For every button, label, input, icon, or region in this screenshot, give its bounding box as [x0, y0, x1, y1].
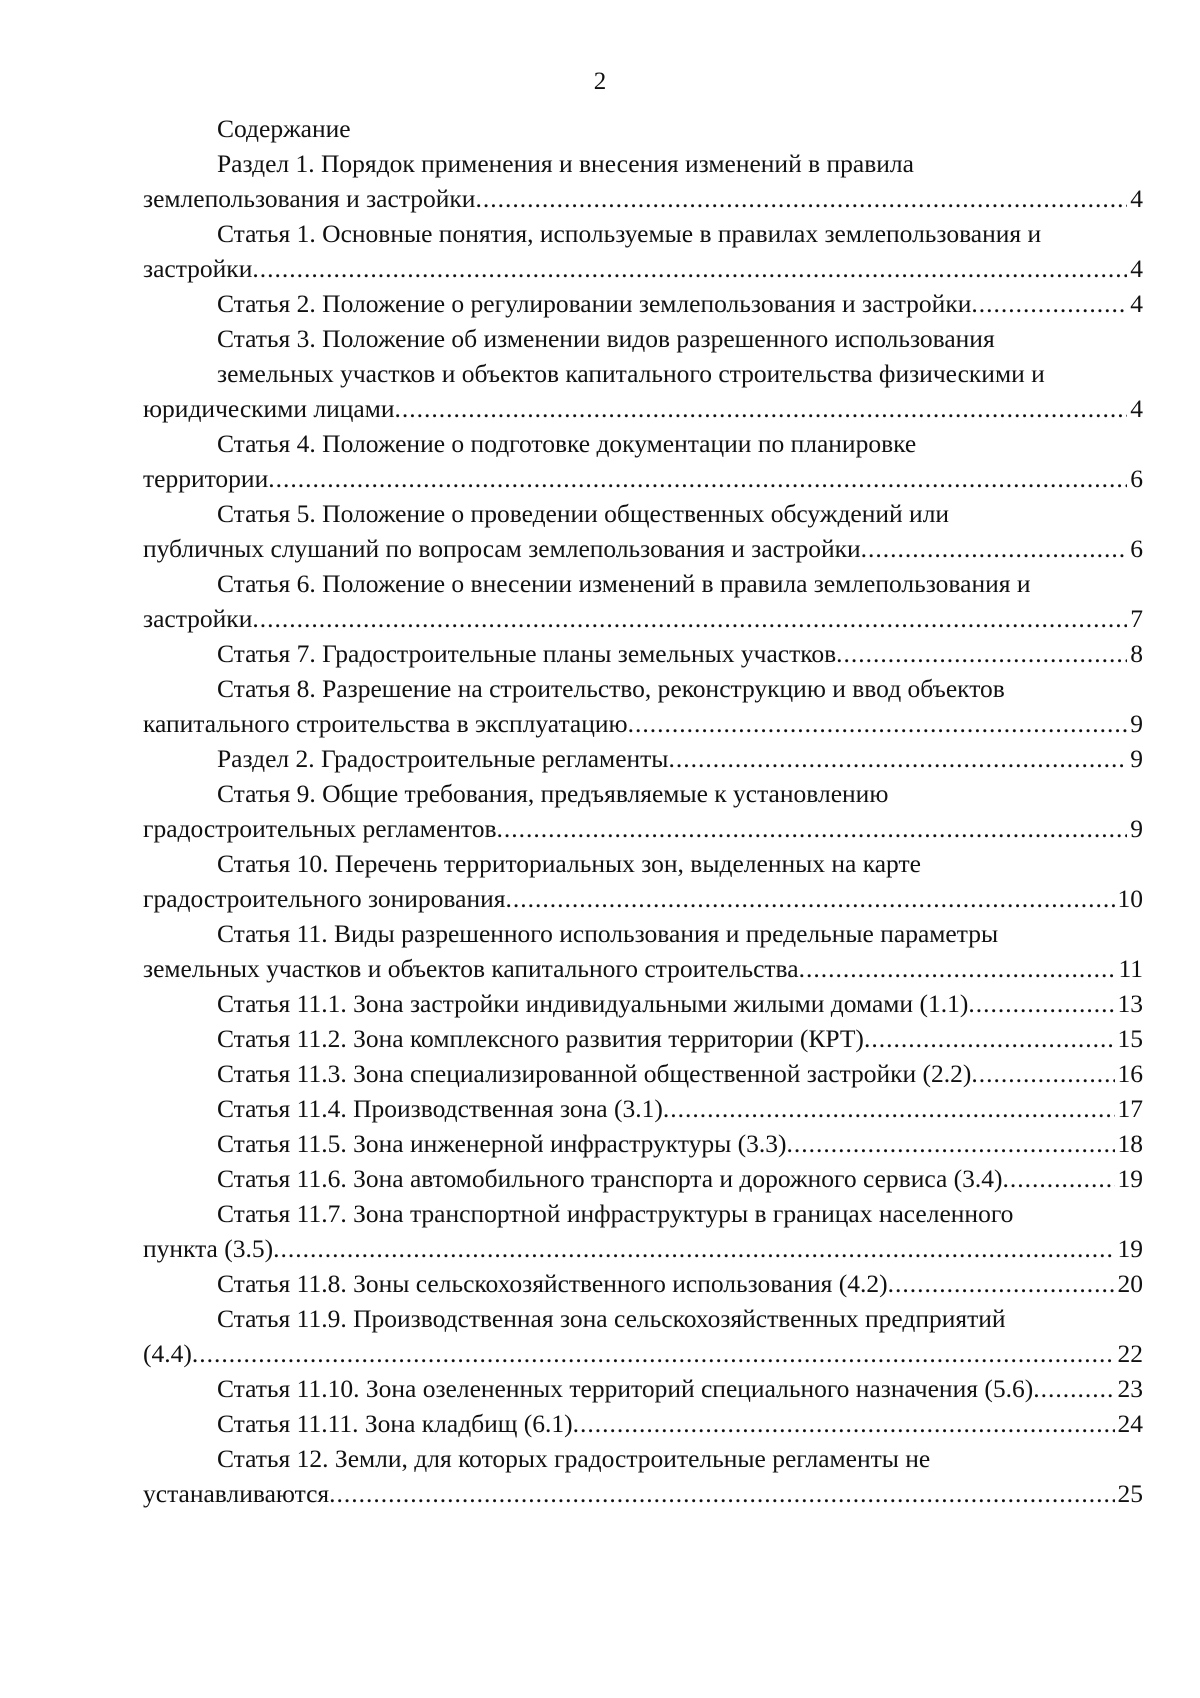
dot-leader: [252, 251, 1127, 286]
toc-entry-page-number: 17: [1117, 1094, 1143, 1123]
dot-leader: [888, 1266, 1115, 1301]
toc-entry-last-line: [143, 741, 1143, 776]
dot-leader: [663, 1091, 1115, 1126]
toc-entry-page-number: 23: [1117, 1374, 1143, 1403]
toc-entry-page-number: 11: [1118, 954, 1143, 983]
dot-leader: [505, 881, 1114, 916]
toc-entry-line: Статья 7. Градостроительные планы земельных участков: [217, 639, 837, 668]
toc-entry-line: Статья 9. Общие требования, предъявляемые к установлению: [217, 779, 889, 808]
toc-entry-last-line: [143, 251, 1143, 286]
toc-entry: [143, 216, 1143, 286]
toc-entry-page-number: 18: [1117, 1129, 1143, 1158]
toc-entry-last-line: [143, 1126, 1143, 1161]
toc-entry-line: Статья 11.6. Зона автомобильного транспорта и дорожного сервиса (3.4): [217, 1164, 1003, 1193]
dot-leader: [836, 636, 1127, 671]
toc-entry: [143, 776, 1143, 846]
dot-leader: [668, 741, 1127, 776]
toc-entry: [143, 1371, 1143, 1406]
toc-entry: [143, 146, 1143, 216]
toc-entry: [143, 1196, 1143, 1266]
toc-entry-line: публичных слушаний по вопросам землепользования и застройки: [143, 534, 861, 563]
toc-entry: [143, 1301, 1143, 1371]
toc-entry-last-line: [143, 461, 1143, 496]
toc-entry-page-number: 22: [1117, 1339, 1143, 1368]
toc-entry: [143, 286, 1143, 321]
toc-entry-line: Статья 1. Основные понятия, используемые в правилах землепользования и: [217, 219, 1042, 248]
toc-entry-page-number: 10: [1117, 884, 1143, 913]
toc-entry: [143, 496, 1143, 566]
toc-entry-line: землепользования и застройки: [143, 184, 476, 213]
toc-entry-page-number: 4: [1130, 184, 1143, 213]
toc-entry-page-number: 6: [1130, 534, 1143, 563]
toc-entry-line: застройки: [143, 254, 253, 283]
toc-entry-last-line: [143, 1371, 1143, 1406]
toc-entry-last-line: [143, 1406, 1143, 1441]
dot-leader: [1033, 1371, 1114, 1406]
toc-entry-line: земельных участков и объектов капитального строительства физическими и: [217, 359, 1045, 388]
toc-entry: [143, 1441, 1143, 1511]
toc-entry-line: Статья 11. Виды разрешенного использования и предельные параметры: [217, 919, 999, 948]
toc-entry-page-number: 25: [1117, 1479, 1143, 1508]
toc-entry-last-line: [143, 286, 1143, 321]
toc-entry-line: (4.4): [143, 1339, 192, 1368]
toc-entry-line: капитального строительства в эксплуатацию: [143, 709, 628, 738]
toc-entry-last-line: [143, 986, 1143, 1021]
toc-entry: [143, 741, 1143, 776]
toc-entry-page-number: 4: [1130, 254, 1143, 283]
toc-entry-last-line: [143, 531, 1143, 566]
toc-entry-page-number: 8: [1130, 639, 1143, 668]
page-number: 2: [593, 68, 607, 95]
toc-entry-page-number: 9: [1130, 814, 1143, 843]
toc-entry: [143, 1056, 1143, 1091]
toc-entry: [143, 916, 1143, 986]
toc-entry-line: юридическими лицами: [143, 394, 395, 423]
dot-leader: [968, 986, 1114, 1021]
dot-leader: [971, 286, 1127, 321]
toc-entry-line: Статья 11.2. Зона комплексного развития территории (КРТ): [217, 1024, 864, 1053]
toc-entry-page-number: 13: [1117, 989, 1143, 1018]
toc-entry-page-number: 4: [1130, 289, 1143, 318]
toc-entry-line: Статья 11.5. Зона инженерной инфраструктуры (3.3): [217, 1129, 787, 1158]
toc-entry-line: территории: [143, 464, 269, 493]
dot-leader: [971, 1056, 1114, 1091]
toc-entry-last-line: [143, 1266, 1143, 1301]
toc-entry-last-line: [143, 636, 1143, 671]
toc-entry-line: Статья 4. Положение о подготовке документации по планировке: [217, 429, 917, 458]
toc-entry: [143, 1126, 1143, 1161]
toc-entry: [143, 636, 1143, 671]
toc-entry-last-line: [143, 1056, 1143, 1091]
toc-entry-page-number: 19: [1117, 1234, 1143, 1263]
toc-entry-page-number: 16: [1117, 1059, 1143, 1088]
dot-leader: [192, 1336, 1115, 1371]
toc-entry-line: Статья 11.10. Зона озелененных территорий специального назначения (5.6): [217, 1374, 1034, 1403]
toc-entry-line: Статья 11.7. Зона транспортной инфраструктуры в границах населенного: [217, 1199, 1014, 1228]
toc-entry-line: земельных участков и объектов капитального строительства: [143, 954, 799, 983]
dot-leader: [628, 706, 1128, 741]
toc-entry-page-number: 15: [1117, 1024, 1143, 1053]
toc-entry-last-line: [143, 1336, 1143, 1371]
toc-entry-line: Статья 10. Перечень территориальных зон, выделенных на карте: [217, 849, 921, 878]
toc-entry-line: Статья 8. Разрешение на строительство, реконструкцию и ввод объектов: [217, 674, 1005, 703]
toc-entry-line: Статья 11.3. Зона специализированной общественной застройки (2.2): [217, 1059, 972, 1088]
toc-entry-line: пункта (3.5): [143, 1234, 274, 1263]
dot-leader: [273, 1231, 1114, 1266]
toc-entry-last-line: [143, 1161, 1143, 1196]
toc-entry: [143, 1266, 1143, 1301]
toc-entry: [143, 1406, 1143, 1441]
table-of-contents: [143, 111, 1143, 1511]
dot-leader: [252, 601, 1127, 636]
toc-entry-last-line: [143, 391, 1143, 426]
toc-entry-line: градостроительного зонирования: [143, 884, 506, 913]
dot-leader: [329, 1476, 1114, 1511]
toc-entry-last-line: [143, 181, 1143, 216]
toc-entry-line: Статья 12. Земли, для которых градостроительные регламенты не: [217, 1444, 931, 1473]
toc-entry-line: Раздел 2. Градостроительные регламенты: [217, 744, 669, 773]
toc-entry: [143, 321, 1143, 426]
toc-entry-line: Статья 11.4. Производственная зона (3.1): [217, 1094, 663, 1123]
toc-entry-page-number: 20: [1117, 1269, 1143, 1298]
dot-leader: [861, 531, 1128, 566]
toc-entry: [143, 846, 1143, 916]
dot-leader: [799, 951, 1116, 986]
toc-entries: [143, 146, 1143, 1511]
toc-entry-line: Статья 2. Положение о регулировании землепользования и застройки: [217, 289, 972, 318]
toc-entry-page-number: 9: [1130, 744, 1143, 773]
toc-entry-line: Статья 11.9. Производственная зона сельскохозяйственных предприятий: [217, 1304, 1006, 1333]
dot-leader: [573, 1406, 1115, 1441]
dot-leader: [864, 1021, 1115, 1056]
toc-entry-line: Статья 3. Положение об изменении видов разрешенного использования: [217, 324, 995, 353]
toc-entry: [143, 1021, 1143, 1056]
toc-entry: [143, 671, 1143, 741]
toc-entry-line: застройки: [143, 604, 253, 633]
toc-entry: [143, 566, 1143, 636]
toc-entry-page-number: 24: [1117, 1409, 1143, 1438]
toc-entry-last-line: [143, 1231, 1143, 1266]
toc-entry-last-line: [143, 881, 1143, 916]
toc-entry-last-line: [143, 951, 1143, 986]
toc-entry-page-number: 7: [1130, 604, 1143, 633]
toc-entry-line: Статья 5. Положение о проведении общественных обсуждений или: [217, 499, 950, 528]
toc-heading: Содержание: [217, 114, 351, 143]
toc-entry: [143, 986, 1143, 1021]
dot-leader: [394, 391, 1127, 426]
toc-entry-last-line: [143, 1091, 1143, 1126]
dot-leader: [787, 1126, 1115, 1161]
toc-entry-last-line: [143, 706, 1143, 741]
toc-entry-page-number: 19: [1117, 1164, 1143, 1193]
toc-entry-last-line: [143, 601, 1143, 636]
toc-entry-line: градостроительных регламентов: [143, 814, 497, 843]
toc-entry-page-number: 9: [1130, 709, 1143, 738]
dot-leader: [268, 461, 1127, 496]
toc-entry-page-number: 4: [1130, 394, 1143, 423]
toc-entry: [143, 1161, 1143, 1196]
toc-entry-line: Статья 11.11. Зона кладбищ (6.1): [217, 1409, 573, 1438]
dot-leader: [1003, 1161, 1115, 1196]
toc-entry-last-line: [143, 1476, 1143, 1511]
toc-entry-line: Раздел 1. Порядок применения и внесения изменений в правила: [217, 149, 914, 178]
dot-leader: [497, 811, 1128, 846]
toc-entry-line: Статья 6. Положение о внесении изменений в правила землепользования и: [217, 569, 1031, 598]
dot-leader: [475, 181, 1127, 216]
toc-entry-line: устанавливаются: [143, 1479, 330, 1508]
toc-entry-line: Статья 11.8. Зоны сельскохозяйственного использования (4.2): [217, 1269, 888, 1298]
toc-entry-last-line: [143, 1021, 1143, 1056]
toc-entry-last-line: [143, 811, 1143, 846]
toc-entry-page-number: 6: [1130, 464, 1143, 493]
toc-entry: [143, 1091, 1143, 1126]
toc-entry-line: Статья 11.1. Зона застройки индивидуальными жилыми домами (1.1): [217, 989, 969, 1018]
toc-entry: [143, 426, 1143, 496]
